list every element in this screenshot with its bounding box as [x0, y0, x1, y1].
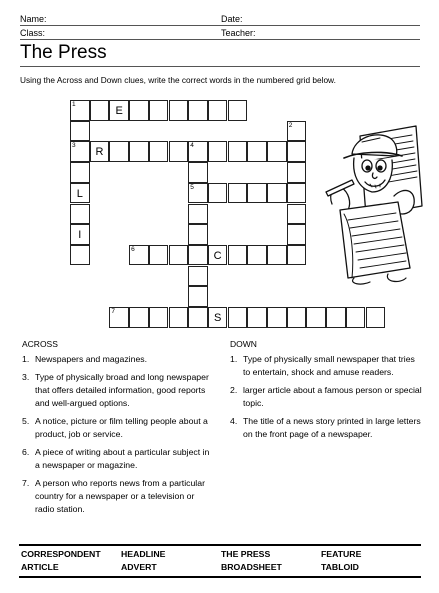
word-bank-item: HEADLINE — [121, 549, 166, 559]
clue-text: Type of physically broad and long newspaper that offers detailed information, good reports and well-argued options. — [35, 372, 209, 408]
grid-cell[interactable] — [70, 183, 90, 204]
clue-number: 7. — [22, 478, 30, 488]
grid-cell[interactable] — [188, 224, 208, 245]
clue-text: A notice, picture or film telling people about a product, job or service. — [35, 416, 208, 439]
clue-item — [230, 384, 422, 410]
word-bank-item: THE PRESS — [221, 549, 271, 559]
grid-cell[interactable] — [287, 121, 307, 142]
grid-cell[interactable] — [287, 141, 307, 162]
grid-cell[interactable] — [208, 307, 228, 328]
grid-cell[interactable] — [188, 204, 208, 225]
clue-item — [22, 371, 214, 410]
clue-number: 4. — [230, 416, 238, 426]
grid-cell[interactable] — [267, 183, 287, 204]
clue-item — [230, 353, 422, 379]
clue-text: A piece of writing about a particular subject in a newspaper or magazine. — [35, 447, 210, 470]
clue-number-label: 7 — [111, 308, 116, 315]
grid-cell[interactable] — [169, 141, 189, 162]
clue-number-label: 3 — [72, 142, 76, 150]
grid-cell[interactable] — [70, 224, 90, 245]
clue-item — [230, 415, 422, 441]
clue-text: larger article about a famous person or special topic. — [243, 385, 422, 408]
clue-number-label: 2 — [288, 121, 293, 129]
across-heading: ACROSS — [22, 339, 58, 349]
clue-number: 1. — [22, 354, 30, 364]
grid-cell[interactable] — [70, 162, 90, 183]
grid-cell[interactable] — [346, 307, 366, 328]
grid-cell[interactable] — [90, 100, 110, 121]
clue-number-label: 4 — [190, 142, 194, 150]
grid-cell[interactable] — [149, 100, 169, 121]
clue-item — [22, 415, 214, 441]
word-bank — [19, 544, 421, 578]
grid-cell[interactable] — [149, 141, 169, 162]
header-line-2 — [20, 39, 420, 40]
grid-cell[interactable] — [287, 162, 307, 183]
clue-text: The title of a news story printed in large letters on the front page of a newspaper. — [243, 416, 421, 439]
grid-cell[interactable] — [109, 307, 129, 328]
down-heading: DOWN — [230, 339, 257, 349]
grid-cell[interactable] — [306, 307, 326, 328]
grid-cell[interactable] — [188, 162, 208, 183]
grid-cell[interactable] — [169, 100, 189, 121]
date-label: Date: — [221, 14, 243, 24]
grid-cell[interactable] — [267, 141, 287, 162]
grid-cell[interactable] — [188, 100, 208, 121]
given-letter: R — [95, 146, 104, 159]
grid-cell[interactable] — [228, 307, 248, 328]
grid-cell[interactable] — [267, 245, 287, 266]
clue-item — [22, 477, 214, 516]
grid-cell[interactable] — [188, 266, 208, 287]
grid-cell[interactable] — [129, 307, 149, 328]
grid-cell[interactable] — [247, 307, 267, 328]
grid-cell[interactable] — [326, 307, 346, 328]
grid-cell[interactable] — [287, 307, 307, 328]
grid-cell[interactable] — [149, 307, 169, 328]
down-clue-list — [230, 353, 422, 446]
word-bank-item: CORRESPONDENT — [21, 549, 101, 559]
grid-cell[interactable] — [188, 141, 208, 162]
grid-cell[interactable] — [188, 307, 208, 328]
grid-cell[interactable] — [208, 245, 228, 266]
given-letter: S — [213, 312, 222, 324]
grid-cell[interactable] — [228, 100, 248, 121]
clue-text: A person who reports news from a particular country for a newspaper or a television or radio station. — [35, 478, 205, 514]
clue-text: Newspapers and magazines. — [35, 354, 148, 364]
grid-cell[interactable] — [188, 183, 208, 204]
grid-cell[interactable] — [267, 307, 287, 328]
clue-number: 6. — [22, 447, 30, 457]
grid-cell[interactable] — [247, 183, 267, 204]
clue-item — [22, 353, 214, 366]
grid-cell[interactable] — [228, 183, 248, 204]
page-title: The Press — [20, 42, 107, 63]
given-letter: E — [115, 105, 123, 117]
grid-cell[interactable] — [129, 141, 149, 162]
clue-number-label: 5 — [190, 183, 194, 191]
grid-cell[interactable] — [287, 245, 307, 266]
teacher-label: Teacher: — [221, 28, 256, 38]
grid-cell[interactable] — [366, 307, 386, 328]
class-label: Class: — [20, 28, 46, 38]
grid-cell[interactable] — [70, 204, 90, 225]
grid-cell[interactable] — [90, 141, 110, 162]
grid-cell[interactable] — [70, 245, 90, 266]
clue-number-label: 1 — [72, 101, 76, 108]
grid-cell[interactable] — [149, 245, 169, 266]
grid-cell[interactable] — [109, 141, 129, 162]
given-letter: I — [78, 229, 82, 242]
clue-number: 1. — [230, 354, 238, 364]
word-bank-item: ARTICLE — [21, 562, 59, 572]
clue-text: Type of physically small newspaper that tries to entertain, shock and amuse readers. — [243, 354, 415, 377]
given-letter: L — [76, 187, 83, 200]
grid-cell[interactable] — [109, 100, 129, 121]
name-label: Name: — [20, 14, 47, 24]
clue-number-label: 6 — [131, 245, 135, 253]
word-bank-item: FEATURE — [321, 549, 362, 559]
grid-cell[interactable] — [188, 245, 208, 266]
newspaper-mascot-icon — [318, 118, 426, 288]
title-line — [20, 66, 420, 67]
instructions: Using the Across and Down clues, write the correct words in the numbered grid below. — [20, 75, 336, 85]
given-letter: C — [213, 249, 222, 262]
grid-cell[interactable] — [169, 245, 189, 266]
grid-cell[interactable] — [70, 100, 90, 121]
word-bank-item: BROADSHEET — [221, 562, 282, 572]
grid-cell[interactable] — [287, 224, 307, 245]
across-clue-list — [22, 353, 214, 521]
grid-cell[interactable] — [129, 245, 149, 266]
grid-cell[interactable] — [247, 245, 267, 266]
header-line-1 — [20, 25, 420, 26]
clue-number: 3. — [22, 372, 30, 382]
clue-item — [22, 446, 214, 472]
grid-cell[interactable] — [228, 245, 248, 266]
grid-cell[interactable] — [188, 286, 208, 307]
word-bank-item: TABLOID — [321, 562, 359, 572]
grid-cell[interactable] — [208, 100, 228, 121]
grid-cell[interactable] — [70, 121, 90, 142]
word-bank-item: ADVERT — [121, 562, 157, 572]
grid-cell[interactable] — [287, 204, 307, 225]
grid-cell[interactable] — [208, 141, 228, 162]
grid-cell[interactable] — [247, 141, 267, 162]
clue-number: 5. — [22, 416, 30, 426]
grid-cell[interactable] — [70, 141, 90, 162]
grid-cell[interactable] — [208, 183, 228, 204]
grid-cell[interactable] — [169, 307, 189, 328]
grid-cell[interactable] — [129, 100, 149, 121]
grid-cell[interactable] — [228, 141, 248, 162]
grid-cell[interactable] — [287, 183, 307, 204]
clue-number: 2. — [230, 385, 238, 395]
